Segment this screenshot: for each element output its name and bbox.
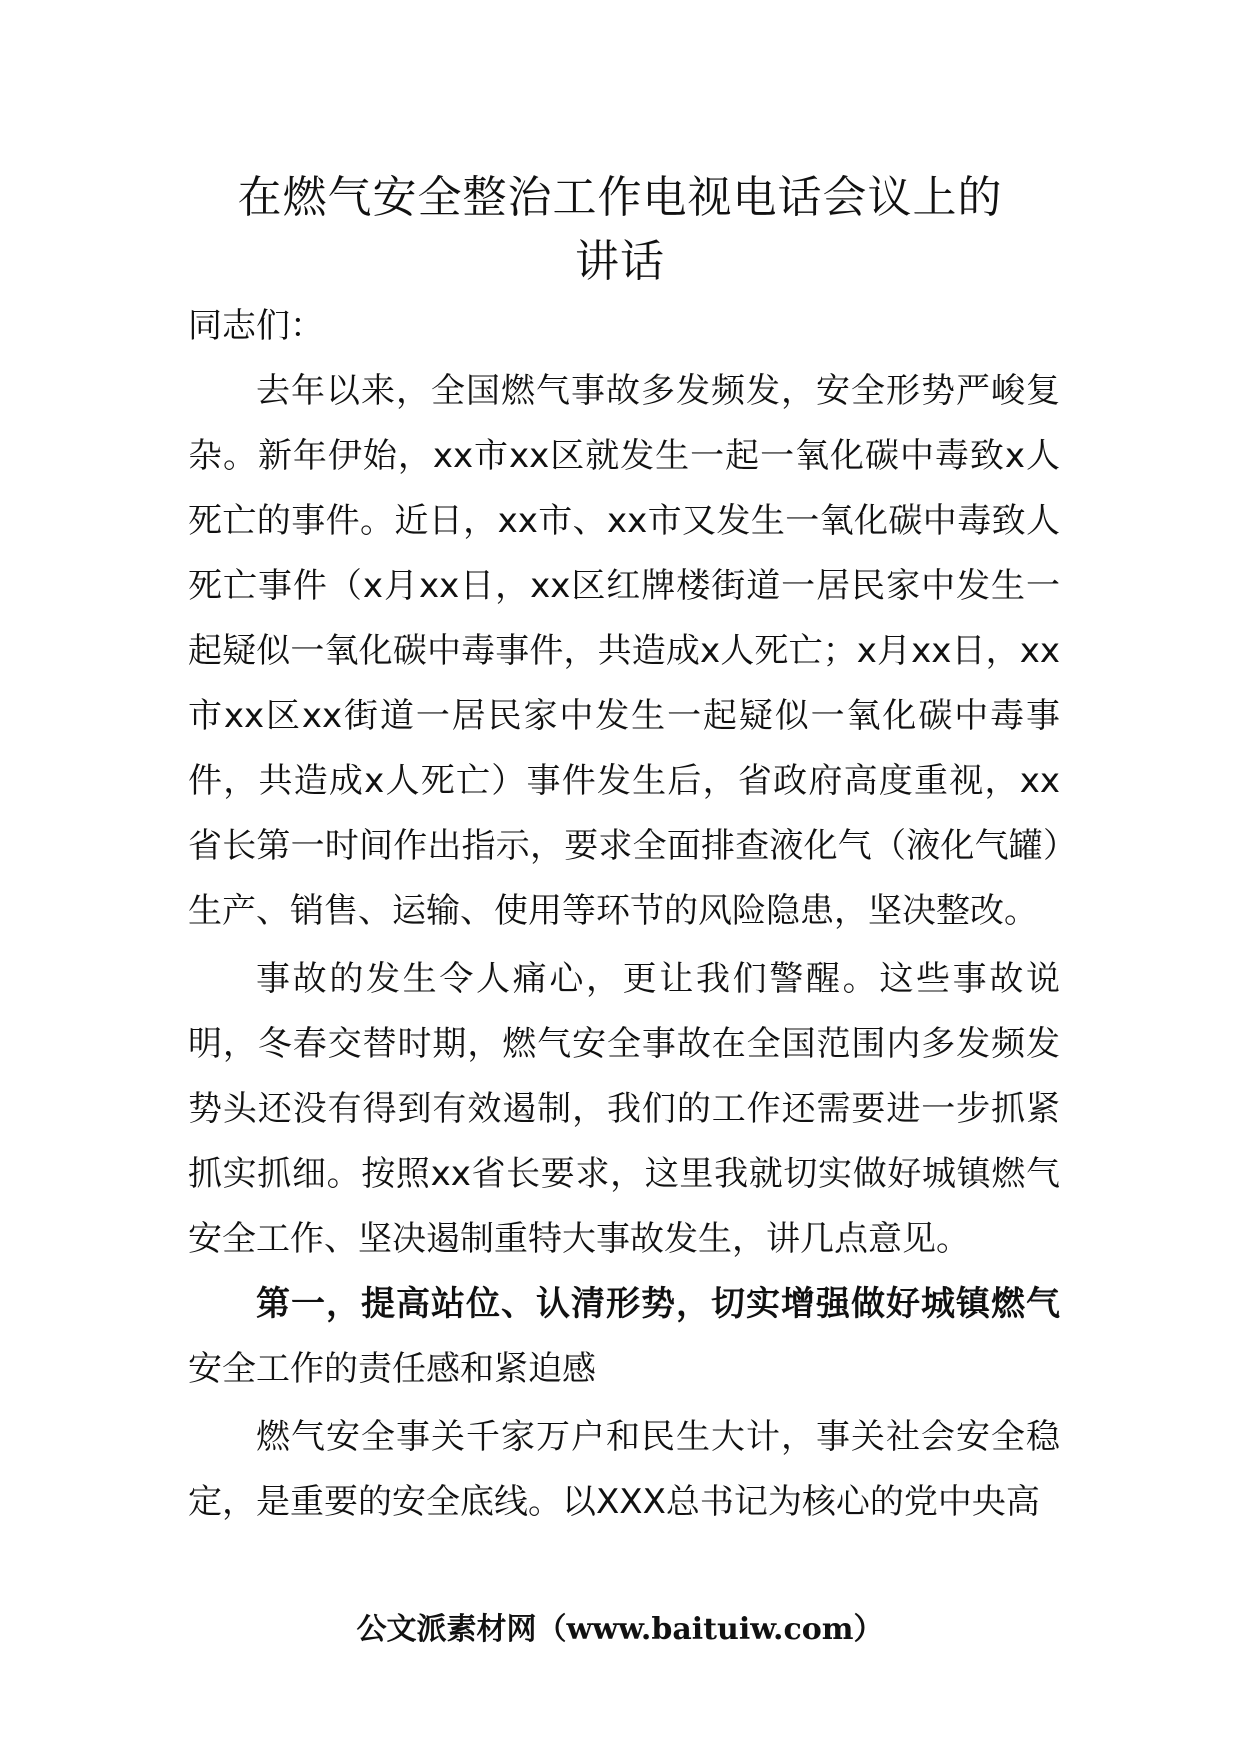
salutation: 同志们： [188, 306, 324, 346]
document-title-line-2: 讲话 [575, 236, 665, 287]
document-title-line-1: 在燃气安全整治工作电视电话会议上的 [237, 172, 1003, 223]
paragraph-1: 去年以来，全国燃气事故多发频发，安全形势严峻复杂。新年伊始，xx市xx区就发生一起一氧化碳中毒致x人死亡的事件。近日，xx市、xx市又发生一氧化碳中毒致人死亡事件（x月xx日，xx区红牌楼街道一居民家中发生一起疑似一氧化碳中毒事件，共造成x人死亡；x月xx日，xx市xx区xx街道一居民家中发生一起疑似一氧化碳中毒事件，共造成x人死亡）事件发生后，省政府高度重视，xx省长第一时间作出指示，要求全面排查液化气（液化气罐）生产、销售、运输、使用等环节的风险隐患，坚决整改。 [188, 371, 1060, 931]
document-body [188, 294, 1060, 1535]
section-heading-1-rest: 安全工作的责任感和紧迫感 [188, 1349, 596, 1389]
section-heading-1 [188, 1272, 1060, 1402]
section-heading-1-bold: 第一，提高站位、认清形势，切实增强做好城镇燃气 [256, 1284, 1060, 1324]
footer-watermark: 公文派素材网（www.baituiw.com） [356, 1612, 884, 1647]
paragraph-3: 燃气安全事关千家万户和民生大计，事关社会安全稳定，是重要的安全底线。以XXX总书记为核心的党中央高 [188, 1417, 1060, 1522]
paragraph-2: 事故的发生令人痛心，更让我们警醒。这些事故说明，冬春交替时期，燃气安全事故在全国范围内多发频发势头还没有得到有效遏制，我们的工作还需要进一步抓紧抓实抓细。按照xx省长要求，这里我就切实做好城镇燃气安全工作、坚决遏制重特大事故发生，讲几点意见。 [188, 959, 1060, 1259]
